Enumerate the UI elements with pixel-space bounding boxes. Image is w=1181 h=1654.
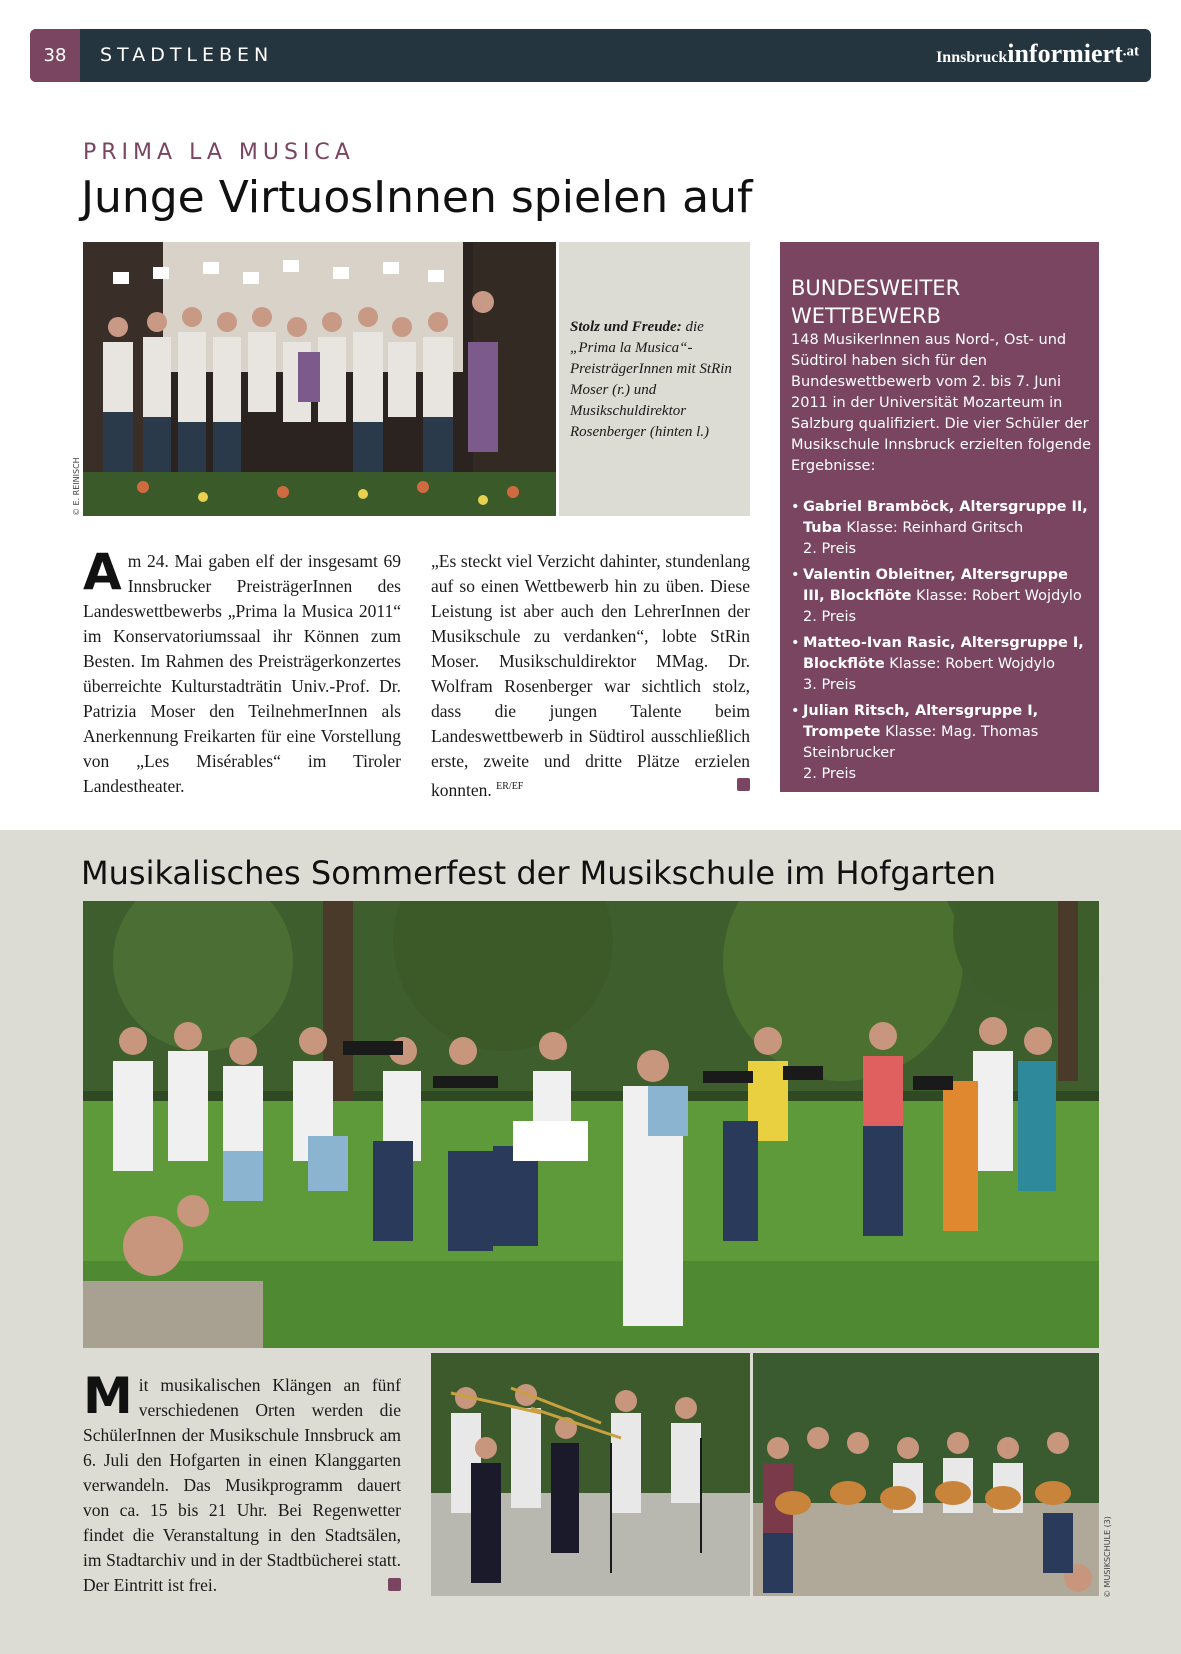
- caption-lead: Stolz und Freude:: [570, 319, 682, 335]
- page-number: 38: [30, 29, 80, 82]
- page-header: [30, 29, 1151, 82]
- result-prize: 2. Preis: [803, 766, 857, 782]
- result-prize: 2. Preis: [803, 541, 857, 557]
- sidebar-intro: 148 MusikerInnen aus Nord-, Ost- und Südtirol haben sich für den Bundeswettbewerb vom 2. bis 7. Juni 2011 in der Universität Mozarteum in Salzburg qualifiziert. Die vier Schüler der Musikschule Innsbruck erzielten folgende Ergebnisse:: [791, 332, 1092, 474]
- result-name: Julian Ritsch, Altersgruppe I, Trompete: [803, 703, 1039, 740]
- guitar-ensemble-illustration: [753, 1353, 1099, 1596]
- end-mark-icon: [737, 778, 750, 791]
- photo-caption-box: [559, 242, 750, 516]
- photo-credit: © MUSIKSCHULE (3): [1103, 1516, 1112, 1598]
- flute-ensemble-photo: [83, 901, 1099, 1348]
- result-name: Valentin Obleitner, Altersgruppe III, Blockflöte: [803, 567, 1068, 604]
- list-item: [791, 497, 1093, 560]
- drop-cap: M: [83, 1367, 133, 1425]
- result-name: Matteo-Ivan Rasic, Altersgruppe I, Blockflöte: [803, 635, 1084, 672]
- article-kicker: PRIMA LA MUSICA: [83, 140, 355, 165]
- article2-body: [83, 1367, 401, 1598]
- trombone-group-photo: [431, 1353, 750, 1596]
- article-body-col1: [83, 543, 401, 799]
- article2-headline: Musikalisches Sommerfest der Musikschule im Hofgarten: [81, 854, 996, 892]
- photo-caption: [570, 317, 742, 443]
- list-item: [791, 633, 1093, 696]
- end-mark-icon: [388, 1578, 401, 1591]
- result-detail: Klasse: Reinhard Gritsch: [841, 520, 1024, 536]
- article-headline: Junge VirtuosInnen spielen auf: [81, 172, 753, 223]
- guitar-ensemble-photo: [753, 1353, 1099, 1596]
- body-text: „Es steckt viel Verzicht dahinter, stundenlang auf so einen Wettbewerb hin zu üben. Diese Leistung ist aber auch den LehrerInnen der Musikschule zu verdanken“, lobte StRin Moser. Musikschuldirektor MMag. Dr. Wolfram Rosenberger war sichtlich stolz, dass die jungen Talente beim Landeswettbewerb in Südtirol ausschließlich erste, zweite und dritte Plätze erzielen konnten.: [431, 551, 750, 800]
- result-detail: Klasse: Robert Wojdylo: [911, 588, 1082, 604]
- author-signature: ER/EF: [496, 781, 524, 792]
- brand-prefix: Innsbruck: [936, 49, 1008, 66]
- sidebar-box: [780, 242, 1099, 792]
- result-prize: 3. Preis: [803, 677, 857, 693]
- photo-credit: © E. REINISCH: [72, 457, 81, 516]
- drop-cap: A: [83, 543, 122, 601]
- flute-ensemble-illustration: [83, 901, 1099, 1348]
- article-body-col2: [431, 549, 750, 803]
- result-detail: Klasse: Mag. Thomas Steinbrucker: [803, 724, 1039, 761]
- list-item: [791, 701, 1093, 785]
- brand-suffix: .at: [1122, 43, 1139, 60]
- body-text: m 24. Mai gaben elf der insgesamt 69 Innsbrucker PreisträgerInnen des Landeswettbewerbs „Prima la Musica 2011“ im Konservatoriumssaal ihr Können zum Besten. Im Rahmen des Preisträgerkonzertes überreichte Kulturstadträtin Univ.-Prof. Dr. Patrizia Moser den TeilnehmerInnen als Anerkennung Freikarten für eine Vorstellung von „Les Misérables“ im Tiroler Landestheater.: [83, 551, 401, 796]
- sidebar-title: BUNDESWEITER WETTBEWERB: [791, 276, 961, 328]
- result-prize: 2. Preis: [803, 609, 857, 625]
- list-item: [791, 565, 1093, 628]
- award-photo-illustration: [83, 242, 556, 516]
- brand-logo: [936, 39, 1139, 69]
- award-photo: [83, 242, 556, 516]
- brand-main: informiert: [1007, 39, 1123, 68]
- results-list: [791, 497, 1093, 790]
- trombone-group-illustration: [431, 1353, 750, 1596]
- caption-text: die „Prima la Musica“-PreisträgerInnen mit StRin Moser (r.) und Musikschuldirektor Rosenberger (hinten l.): [570, 319, 732, 440]
- body-text: it musikalischen Klängen an fünf verschiedenen Orten werden die SchülerInnen der Musikschule Innsbruck am 6. Juli den Hofgarten in einen Klanggarten verwandeln. Das Musikprogramm dauert von ca. 15 bis 21 Uhr. Bei Regenwetter findet die Veranstaltung in den Stadtsälen, im Stadtarchiv und in der Stadtbücherei statt. Der Eintritt ist frei.: [83, 1375, 401, 1595]
- result-detail: Klasse: Robert Wojdylo: [884, 656, 1056, 672]
- section-title: STADTLEBEN: [100, 44, 274, 66]
- result-name: Gabriel Bramböck, Altersgruppe II, Tuba: [803, 499, 1088, 536]
